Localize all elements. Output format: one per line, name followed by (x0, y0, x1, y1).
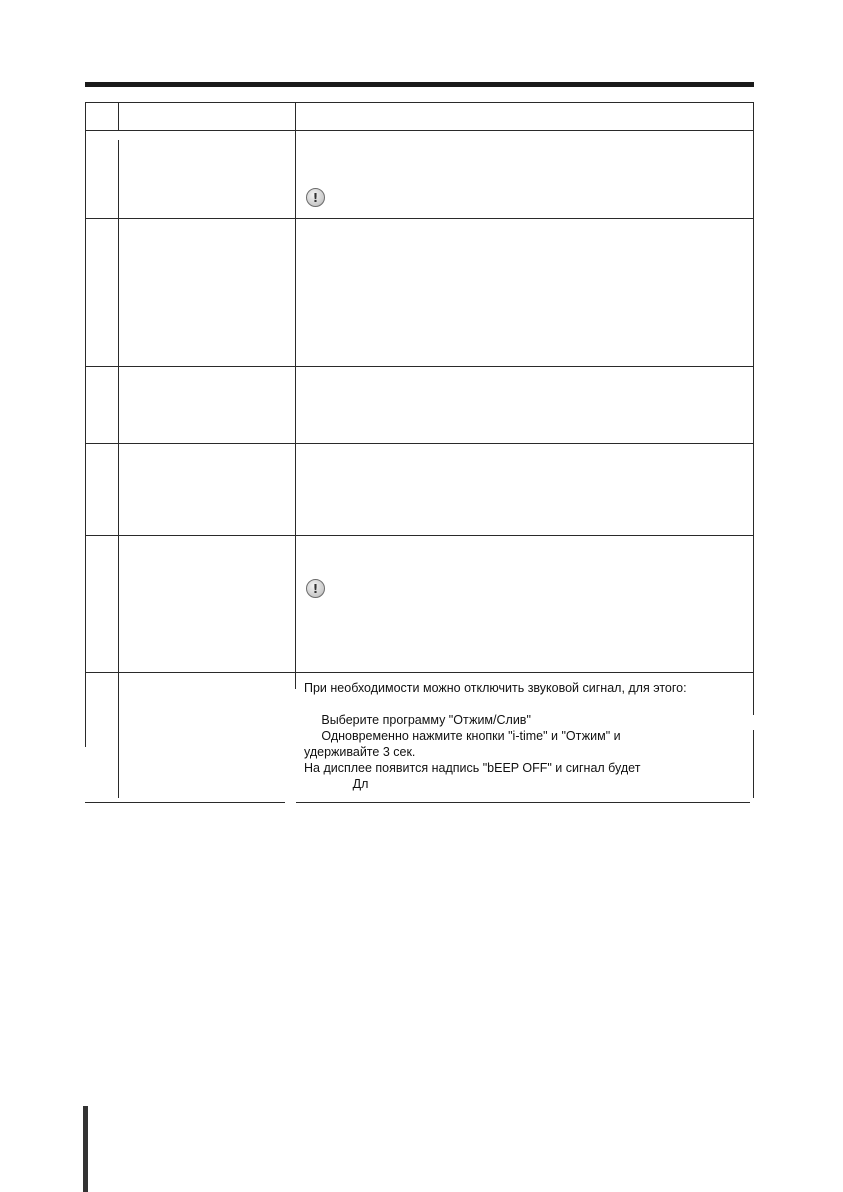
table-header-bottom-border (85, 130, 754, 131)
name-column-divider (295, 102, 296, 689)
index-column-divider (118, 140, 119, 798)
table-right-border (753, 730, 754, 798)
table-left-border (85, 102, 86, 747)
name-column-divider (295, 375, 296, 383)
exclamation-circle-icon (306, 188, 325, 207)
row-divider (85, 443, 754, 444)
description-line: Одновременно нажмите кнопки "i-time" и "Отжим" и (304, 729, 621, 743)
warning-glyph: ! (312, 190, 319, 205)
description-line: При необходимости можно отключить звуковой сигнал, для этого: (304, 681, 687, 695)
index-column-divider (118, 102, 119, 130)
description-line: удерживайте 3 сек. (304, 745, 416, 759)
row-divider (85, 366, 754, 367)
row-divider (85, 218, 754, 219)
header-rule (85, 82, 754, 87)
table-bottom-border-left (85, 802, 285, 803)
table-right-border (753, 102, 754, 715)
warning-glyph: ! (312, 581, 319, 596)
description-line: Дл (304, 777, 369, 791)
description-line: На дисплее появится надпись "bEEP OFF" и сигнал будет (304, 761, 641, 775)
exclamation-circle-icon (306, 579, 325, 598)
row-divider (85, 535, 754, 536)
table-header-top-border (85, 102, 754, 103)
row-divider (85, 672, 754, 673)
table-bottom-border-right (296, 802, 750, 803)
description-line: Выберите программу "Отжим/Слив" (304, 713, 531, 727)
footer-bar (83, 1106, 88, 1192)
